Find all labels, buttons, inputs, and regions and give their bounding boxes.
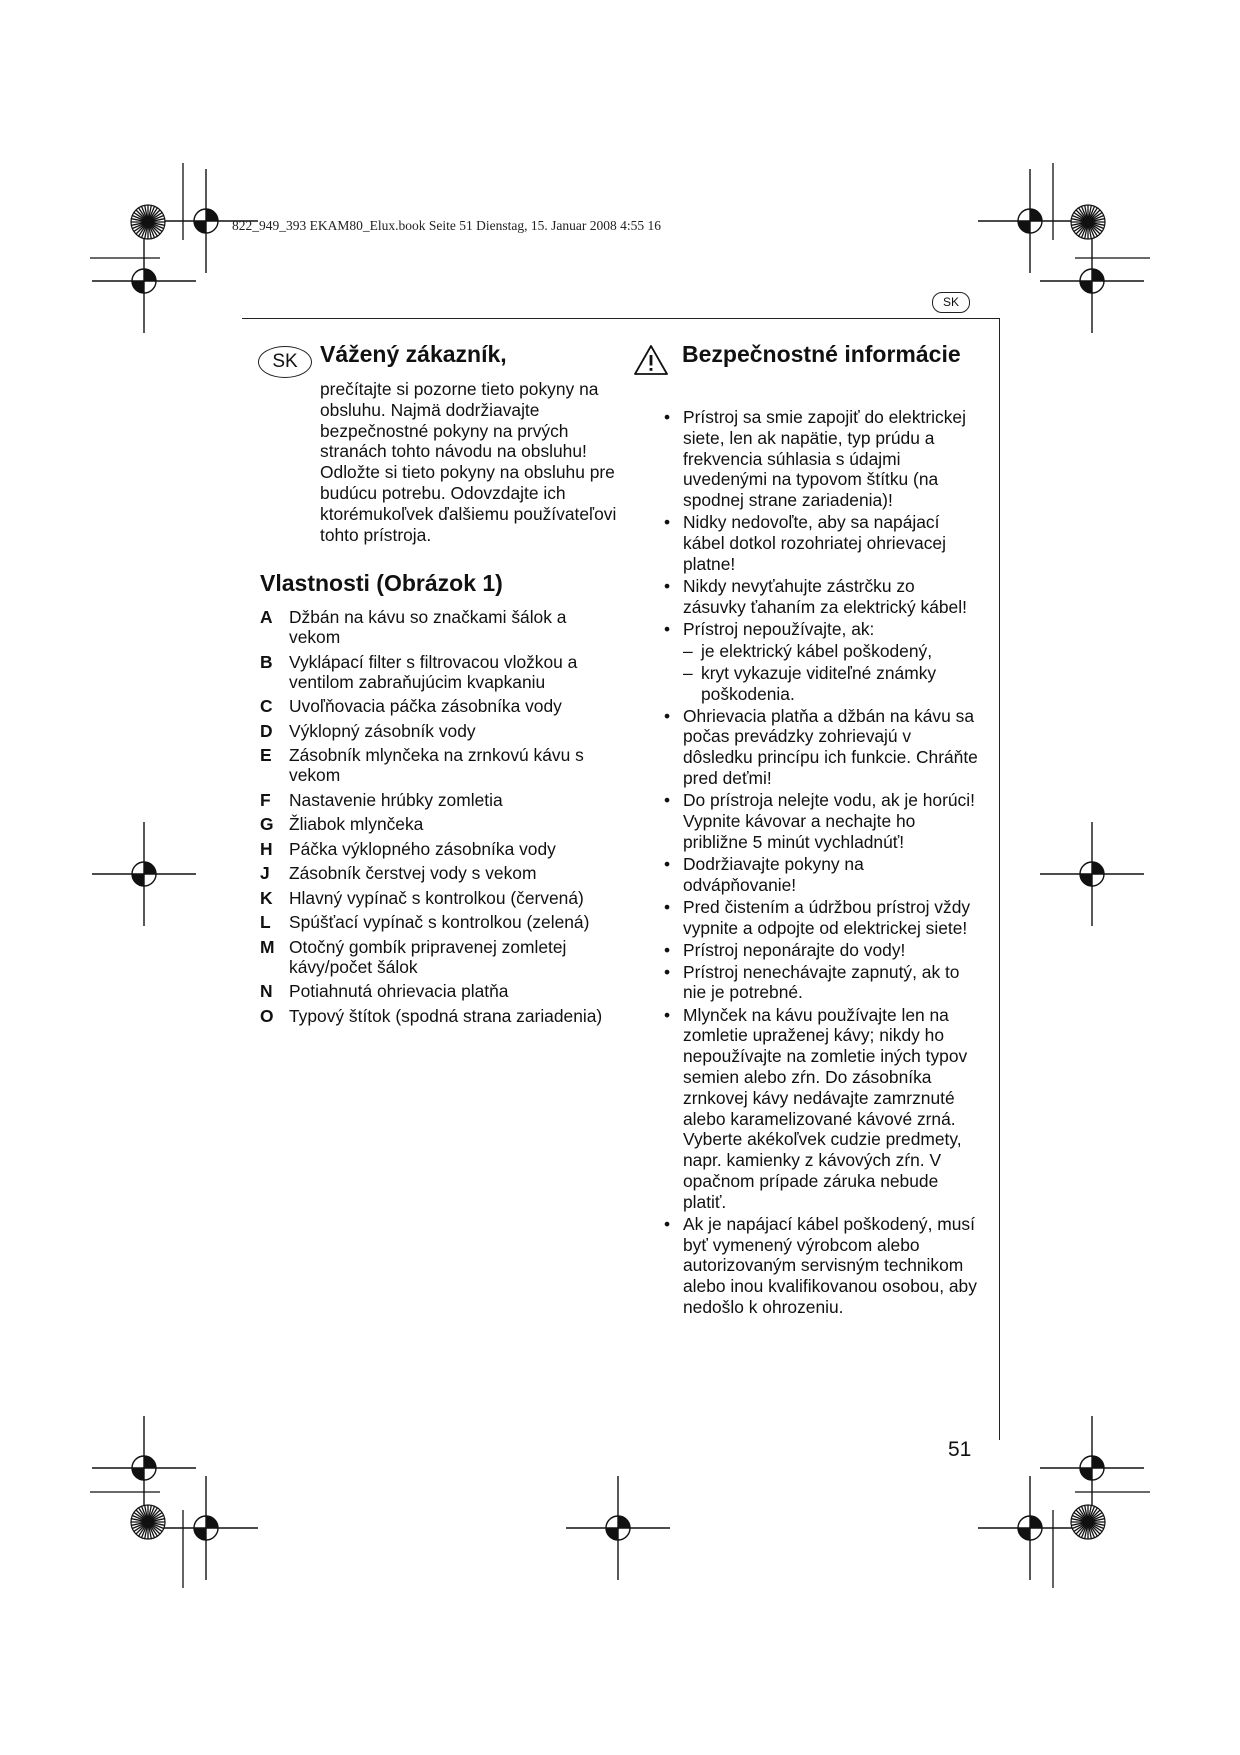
feature-key: L (260, 912, 271, 932)
feature-item (260, 1006, 620, 1026)
safety-item: • Do prístroja nelejte vodu, ak je horúci! Vypnite kávovar a nechajte ho približne 5 minút vychladnúť! (664, 790, 980, 852)
feature-key: H (260, 838, 273, 859)
safety-item: • Ohrievacia platňa a džbán na kávu sa počas prevádzky zohrievajú v dôsledku princípu ich funkcie. Chráňte pred deťmi! (664, 706, 980, 789)
feature-key: B (260, 651, 273, 672)
feature-text: Otočný gombík pripravenej zomletej kávy/počet šálok (289, 936, 567, 977)
greeting-text: prečítajte si pozorne tieto pokyny na obsluhu. Najmä dodržiavajte bezpečnostné pokyny na prvých stranách tohto návodu na obsluhu! Odložte si tieto pokyny na obsluhu pre budúcu potrebu. Odovzdajte ich ktorémukoľvek ďalšiemu používateľovi tohto prístroja. (320, 379, 617, 545)
feature-item (260, 937, 620, 977)
feature-text: Potiahnutá ohrievacia platňa (289, 981, 509, 1001)
feature-key: E (260, 745, 272, 765)
feature-key: O (260, 1005, 274, 1026)
safety-list (664, 407, 980, 1319)
safety-item: • Pred čistením a údržbou prístroj vždy vypnite a odpojte od elektrickej siete! (664, 897, 980, 939)
features-list (260, 607, 620, 1030)
greeting-title: Vážený zákazník, (320, 341, 507, 367)
feature-text: Zásobník čerstvej vody s vekom (289, 863, 537, 883)
feature-key: J (260, 863, 270, 883)
feature-item (260, 839, 620, 859)
language-badge: SK (932, 292, 970, 313)
feature-item (260, 888, 620, 908)
feature-text: Páčka výklopného zásobníka vody (289, 838, 556, 859)
safety-item-text: Prístroj nepoužívajte, ak: (683, 618, 875, 639)
feature-item (260, 745, 620, 785)
safety-item: • Ak je napájací kábel poškodený, musí byť vymenený výrobcom alebo autorizovaným servisným technikom alebo inou kvalifikovanou osobou, aby nedošlo k ohrozeniu. (664, 1214, 980, 1318)
feature-text: Zásobník mlynčeka na zrnkovú kávu s vekom (289, 745, 584, 785)
feature-item (260, 863, 620, 883)
feature-item (260, 912, 620, 932)
feature-text: Vyklápací filter s filtrovacou vložkou a ventilom zabraňujúcim kvapkaniu (289, 651, 578, 692)
page-number: 51 (948, 1438, 972, 1461)
feature-key: C (260, 696, 273, 716)
feature-text: Spúšťací vypínač s kontrolkou (zelená) (289, 912, 590, 932)
safety-item: • Mlynček na kávu používajte len na zomletie upraženej kávy; nikdy ho nepoužívajte na zomletie iných typov semien alebo zŕn. Do zásobníka zrnkovej kávy nedávajte zamrznuté alebo karamelizované kávové zrná. Vyberte akékoľvek cudzie predmety, napr. kamienky z kávových zŕn. V opačnom prípade záruka nebude platiť. (664, 1005, 980, 1213)
feature-key: A (260, 607, 273, 627)
feature-text: Uvoľňovacia páčka zásobníka vody (289, 696, 562, 716)
feature-item (260, 981, 620, 1001)
feature-key: D (260, 720, 273, 741)
safety-subitem: – kryt vykazuje viditeľné známky poškodenia. (683, 663, 980, 705)
feature-item (260, 607, 620, 647)
page-frame-right-rule (999, 318, 1000, 1440)
feature-key: K (260, 887, 273, 908)
feature-item (260, 721, 620, 741)
feature-text: Výklopný zásobník vody (289, 720, 476, 741)
feature-key: F (260, 789, 271, 810)
safety-item: • Nikdy nevyťahujte zástrčku zo zásuvky ťahaním za elektrický kábel! (664, 576, 980, 618)
page-frame-top-rule (242, 318, 1000, 319)
feature-item (260, 696, 620, 716)
features-title: Vlastnosti (Obrázok 1) (260, 570, 503, 596)
feature-item (260, 814, 620, 834)
feature-text: Hlavný vypínač s kontrolkou (červená) (289, 887, 584, 908)
safety-sublist (683, 641, 980, 705)
safety-item: • Prístroj nenechávajte zapnutý, ak to nie je potrebné. (664, 962, 980, 1004)
feature-text: Typový štítok (spodná strana zariadenia) (289, 1005, 603, 1026)
feature-key: M (260, 936, 275, 957)
feature-key: N (260, 981, 273, 1001)
safety-item: • Dodržiavajte pokyny na odvápňovanie! (664, 854, 980, 896)
safety-subitem: – je elektrický kábel poškodený, (683, 641, 980, 662)
feature-key: G (260, 814, 274, 834)
feature-item (260, 652, 620, 692)
safety-title: Bezpečnostné informácie (682, 341, 961, 367)
section-language-badge: SK (258, 346, 312, 378)
safety-item-with-sublist (664, 619, 980, 704)
warning-icon (633, 344, 669, 376)
print-header-line: 822_949_393 EKAM80_Elux.book Seite 51 Dienstag, 15. Januar 2008 4:55 16 (232, 218, 661, 233)
safety-item: • Nidky nedovoľte, aby sa napájací kábel dotkol rozohriatej ohrievacej platne! (664, 512, 980, 574)
feature-text: Nastavenie hrúbky zomletia (289, 789, 503, 810)
safety-item: • Prístroj sa smie zapojiť do elektrickej siete, len ak napätie, typ prúdu a frekvencia súhlasia s údajmi uvedenými na typovom štítku (na spodnej strane zariadenia)! (664, 407, 980, 511)
feature-item (260, 790, 620, 810)
feature-text: Džbán na kávu so značkami šálok a vekom (289, 607, 567, 647)
safety-item: • Prístroj neponárajte do vody! (664, 940, 980, 961)
feature-text: Žliabok mlynčeka (289, 814, 424, 834)
